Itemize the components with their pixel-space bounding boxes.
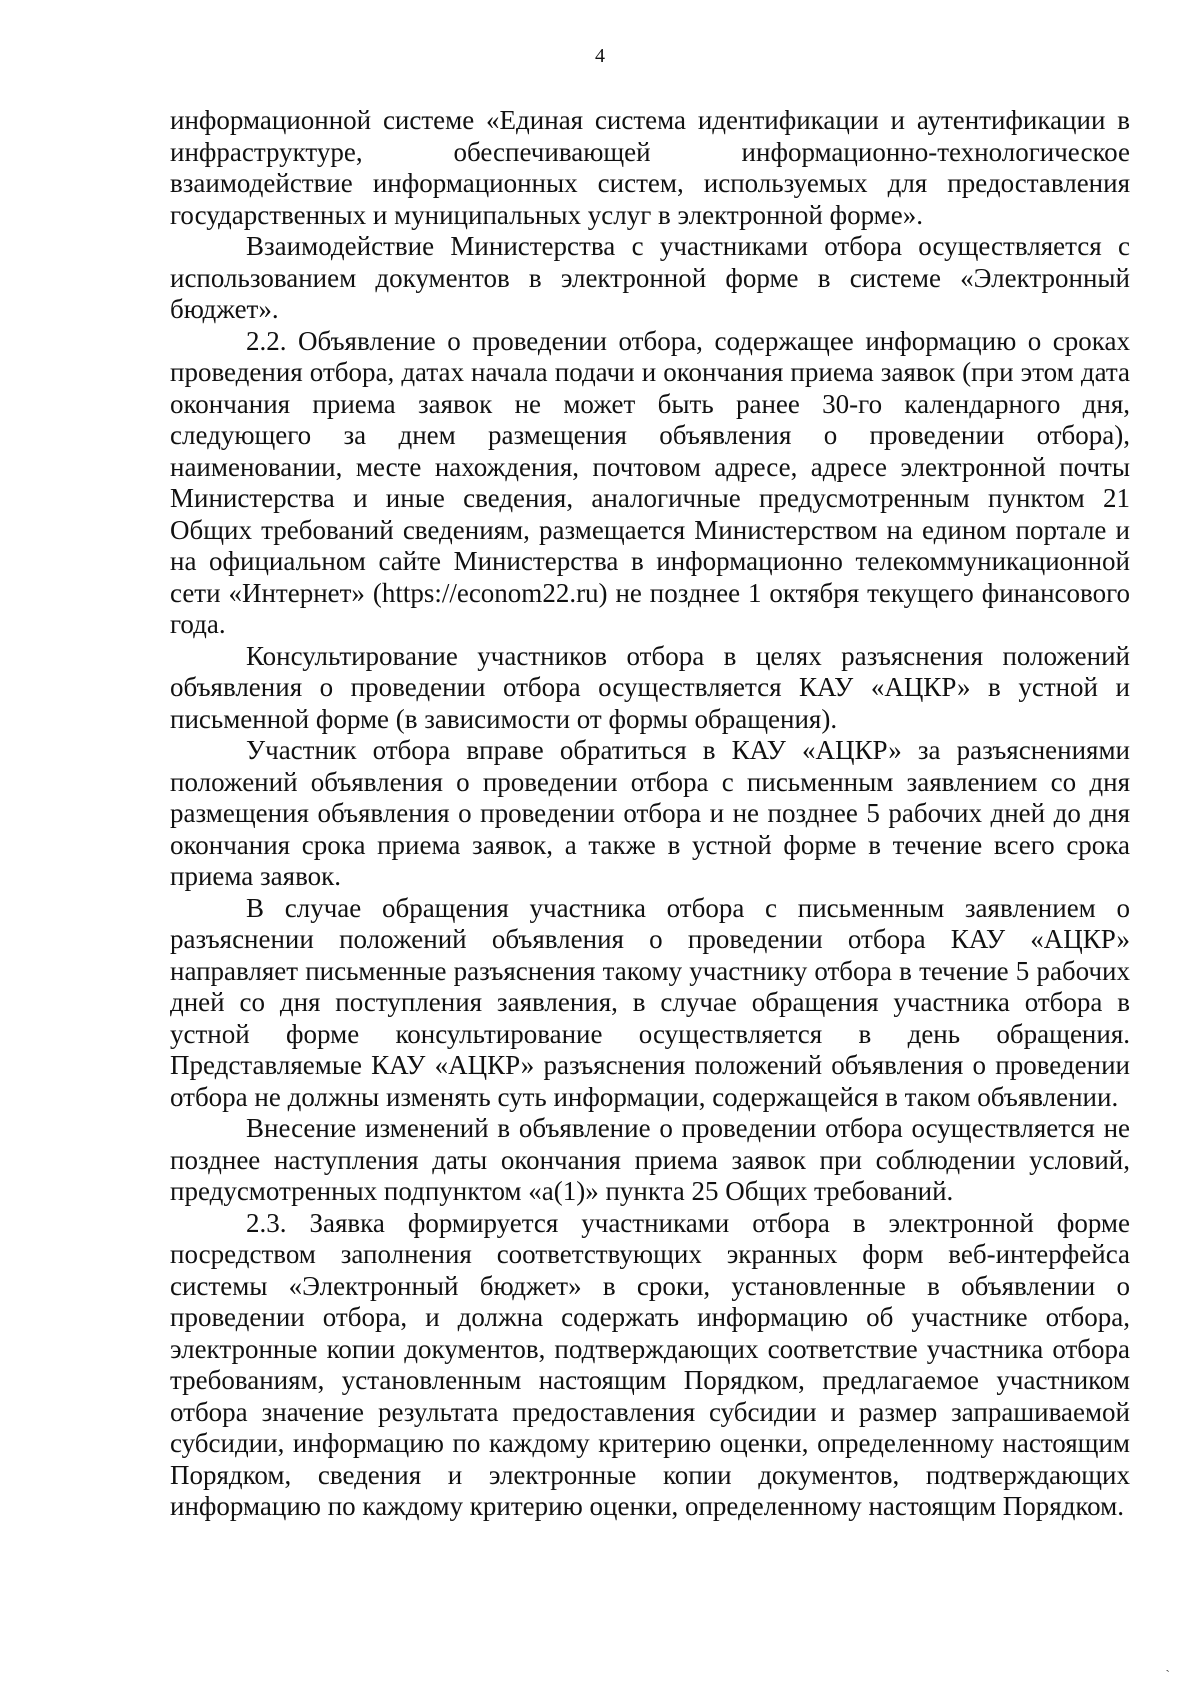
scan-artifact: ˎ xyxy=(1165,1658,1170,1673)
paragraph-consulting: Консультирование участников отбора в целях разъяснения положений объявления о проведении отбора осуществляется КАУ «АЦКР» в устной и письменной форме (в зависимости от формы обращения). xyxy=(170,640,1130,734)
paragraph-2-2-announcement: 2.2. Объявление о проведении отбора, содержащее информацию о сроках проведения отбора, датах начала подачи и окончания приема заявок (при этом дата окончания приема заявок не может быть ранее 30-го календарного дня, следующего за днем размещения объявления о проведении отбора), наименовании, месте нахождения, почтовом адресе, адресе электронной почты Министерства и иные сведения, аналогичные предусмотренным пунктом 21 Общих требований сведениям, размещается Министерством на едином портале и на официальном сайте Министерства в информационно телекоммуникационной сети «Интернет» (https://econom22.ru) не позднее 1 октября текущего финансового года. xyxy=(170,325,1130,639)
paragraph-esia-continuation: информационной системе «Единая система идентификации и аутентификации в инфраструктуре, обеспечивающей информационно-технологическое взаимодействие информационных систем, используемых для предоставления государственных и муниципальных услуг в электронной форме». xyxy=(170,105,1130,230)
page-number: 4 xyxy=(595,45,605,67)
paragraph-2-3-application: 2.3. Заявка формируется участниками отбора в электронной форме посредством заполнения соответствующих экранных форм веб-интерфейса системы «Электронный бюджет» в сроки, установленные в объявлении о проведении отбора, и должна содержать информацию об участнике отбора, электронные копии документов, подтверждающих соответствие участника отбора требованиям, установленным настоящим Порядком, предлагаемое участником отбора значение результата предоставления субсидии и размер запрашиваемой субсидии, информацию по каждому критерию оценки, определенному настоящим Порядком, сведения и электронные копии документов, подтверждающих информацию по каждому критерию оценки, определенному настоящим Порядком. xyxy=(170,1207,1130,1521)
document-body xyxy=(170,105,1130,1523)
paragraph-participant-request: Участник отбора вправе обратиться в КАУ «АЦКР» за разъяснениями положений объявления о проведении отбора с письменным заявлением со дня размещения объявления о проведении отбора и не позднее 5 рабочих дней до дня окончания срока приема заявок, а также в устной форме в течение всего срока приема заявок. xyxy=(170,735,1130,891)
paragraph-written-request: В случае обращения участника отбора с письменным заявлением о разъяснении положений объявления о проведении отбора КАУ «АЦКР» направляет письменные разъяснения такому участнику отбора в течение 5 рабочих дней со дня поступления заявления, в случае обращения участника отбора в устной форме консультирование осуществляется в день обращения. Представляемые КАУ «АЦКР» разъяснения положений объявления о проведении отбора не должны изменять суть информации, содержащейся в таком объявлении. xyxy=(170,892,1130,1112)
paragraph-amendments: Внесение изменений в объявление о проведении отбора осуществляется не позднее наступления даты окончания приема заявок при соблюдении условий, предусмотренных подпунктом «а(1)» пункта 25 Общих требований. xyxy=(170,1113,1130,1206)
paragraph-interaction: Взаимодействие Министерства с участниками отбора осуществляется с использованием документов в электронной форме в системе «Электронный бюджет». xyxy=(170,231,1130,324)
